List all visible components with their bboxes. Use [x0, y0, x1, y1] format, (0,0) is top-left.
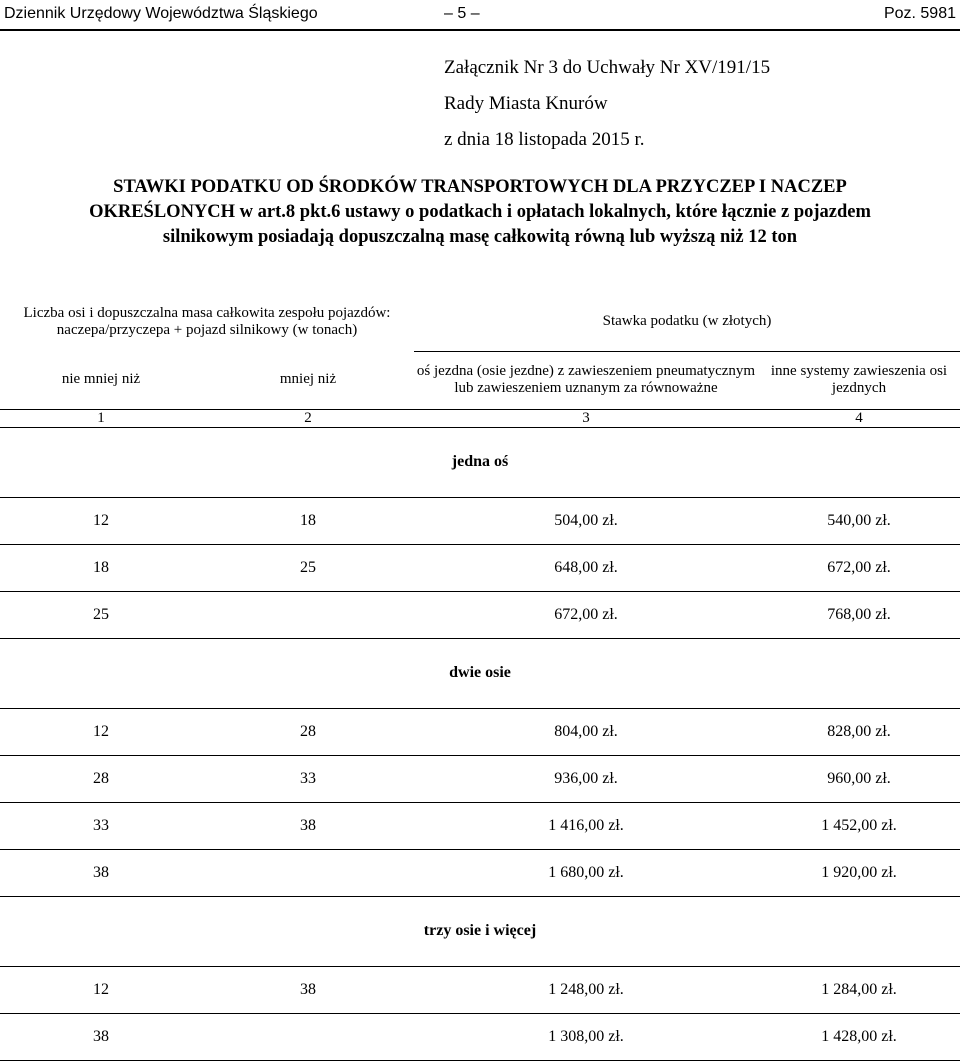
rate-header: Stawka podatku (w złotych): [414, 293, 960, 351]
attachment-line-2: Rady Miasta Knurów: [444, 93, 608, 114]
mass-min-cell: 18: [0, 544, 202, 591]
rate-other-cell: 828,00 zł.: [758, 708, 960, 755]
section-label: trzy osie i więcej: [0, 896, 960, 966]
column-number: 4: [758, 409, 960, 427]
attachment-line-1: Załącznik Nr 3 do Uchwały Nr XV/191/15: [444, 57, 771, 78]
table-row: [0, 966, 960, 1013]
rate-other-cell: 768,00 zł.: [758, 591, 960, 638]
tax-rate-table: [0, 293, 960, 1061]
mass-min-cell: 12: [0, 497, 202, 544]
mass-min-cell: 28: [0, 755, 202, 802]
table-row: [0, 802, 960, 849]
document-title-line-3: silnikowym posiadają dopuszczalną masę całkowitą równą lub wyższą niż 12 ton: [162, 227, 798, 247]
col-other-header: inne systemy zawieszenia osi jezdnych: [770, 363, 948, 396]
rate-pneumatic-cell: 504,00 zł.: [414, 497, 758, 544]
section-row: [0, 638, 960, 708]
page-number: – 5 –: [444, 5, 480, 22]
mass-max-cell: [202, 591, 414, 638]
rate-pneumatic-cell: 1 680,00 zł.: [414, 849, 758, 896]
rate-other-cell: 1 428,00 zł.: [758, 1013, 960, 1060]
rate-pneumatic-cell: 1 248,00 zł.: [414, 966, 758, 1013]
column-number: 3: [414, 409, 758, 427]
col-pneumatic-header: oś jezdna (osie jezdne) z zawieszeniem pneumatycznym lub zawieszeniem uznanym za równoważne: [416, 363, 756, 396]
rate-pneumatic-cell: 672,00 zł.: [414, 591, 758, 638]
document-title-line-2: OKREŚLONYCH w art.8 pkt.6 ustawy o podatkach i opłatach lokalnych, które łącznie z pojazdem: [89, 202, 871, 222]
section-row: [0, 427, 960, 497]
rate-pneumatic-cell: 648,00 zł.: [414, 544, 758, 591]
table-row: [0, 849, 960, 896]
section-label: jedna oś: [0, 427, 960, 497]
mass-max-cell: [202, 1013, 414, 1060]
mass-max-cell: 38: [202, 966, 414, 1013]
table-row: [0, 591, 960, 638]
page-header: [0, 0, 960, 30]
document-title-line-1: STAWKI PODATKU OD ŚRODKÓW TRANSPORTOWYCH DLA PRZYCZEP I NACZEP: [113, 177, 847, 197]
journal-name: Dziennik Urzędowy Województwa Śląskiego: [4, 5, 318, 22]
rate-pneumatic-cell: 1 308,00 zł.: [414, 1013, 758, 1060]
column-number-row: [0, 409, 960, 427]
col-min-header: nie mniej niż: [61, 371, 141, 388]
mass-max-cell: 28: [202, 708, 414, 755]
section-row: [0, 896, 960, 966]
col-max-header: mniej niż: [279, 371, 337, 388]
rate-other-cell: 1 452,00 zł.: [758, 802, 960, 849]
mass-max-cell: 18: [202, 497, 414, 544]
table-row: [0, 755, 960, 802]
attachment-line-3: z dnia 18 listopada 2015 r.: [444, 129, 645, 150]
rate-pneumatic-cell: 936,00 zł.: [414, 755, 758, 802]
section-label: dwie osie: [0, 638, 960, 708]
column-number: 2: [202, 409, 414, 427]
rate-other-cell: 1 284,00 zł.: [758, 966, 960, 1013]
mass-min-cell: 12: [0, 966, 202, 1013]
rate-pneumatic-cell: 1 416,00 zł.: [414, 802, 758, 849]
mass-min-cell: 38: [0, 849, 202, 896]
column-number: 1: [0, 409, 202, 427]
mass-max-cell: 38: [202, 802, 414, 849]
mass-min-cell: 33: [0, 802, 202, 849]
mass-max-cell: 25: [202, 544, 414, 591]
mass-max-cell: [202, 849, 414, 896]
table-row: [0, 1013, 960, 1060]
mass-max-cell: 33: [202, 755, 414, 802]
rate-pneumatic-cell: 804,00 zł.: [414, 708, 758, 755]
mass-min-cell: 12: [0, 708, 202, 755]
mass-min-cell: 25: [0, 591, 202, 638]
mass-min-cell: 38: [0, 1013, 202, 1060]
rate-other-cell: 960,00 zł.: [758, 755, 960, 802]
rate-other-cell: 540,00 zł.: [758, 497, 960, 544]
rate-other-cell: 672,00 zł.: [758, 544, 960, 591]
table-row: [0, 708, 960, 755]
table-row: [0, 544, 960, 591]
table-row: [0, 497, 960, 544]
position-number: Poz. 5981: [883, 5, 956, 22]
rate-other-cell: 1 920,00 zł.: [758, 849, 960, 896]
header-rule: [0, 29, 960, 31]
vehicle-group-header: Liczba osi i dopuszczalna masa całkowita zespołu pojazdów: naczepa/przyczepa + pojazd silnikowy (w tonach): [23, 305, 391, 338]
